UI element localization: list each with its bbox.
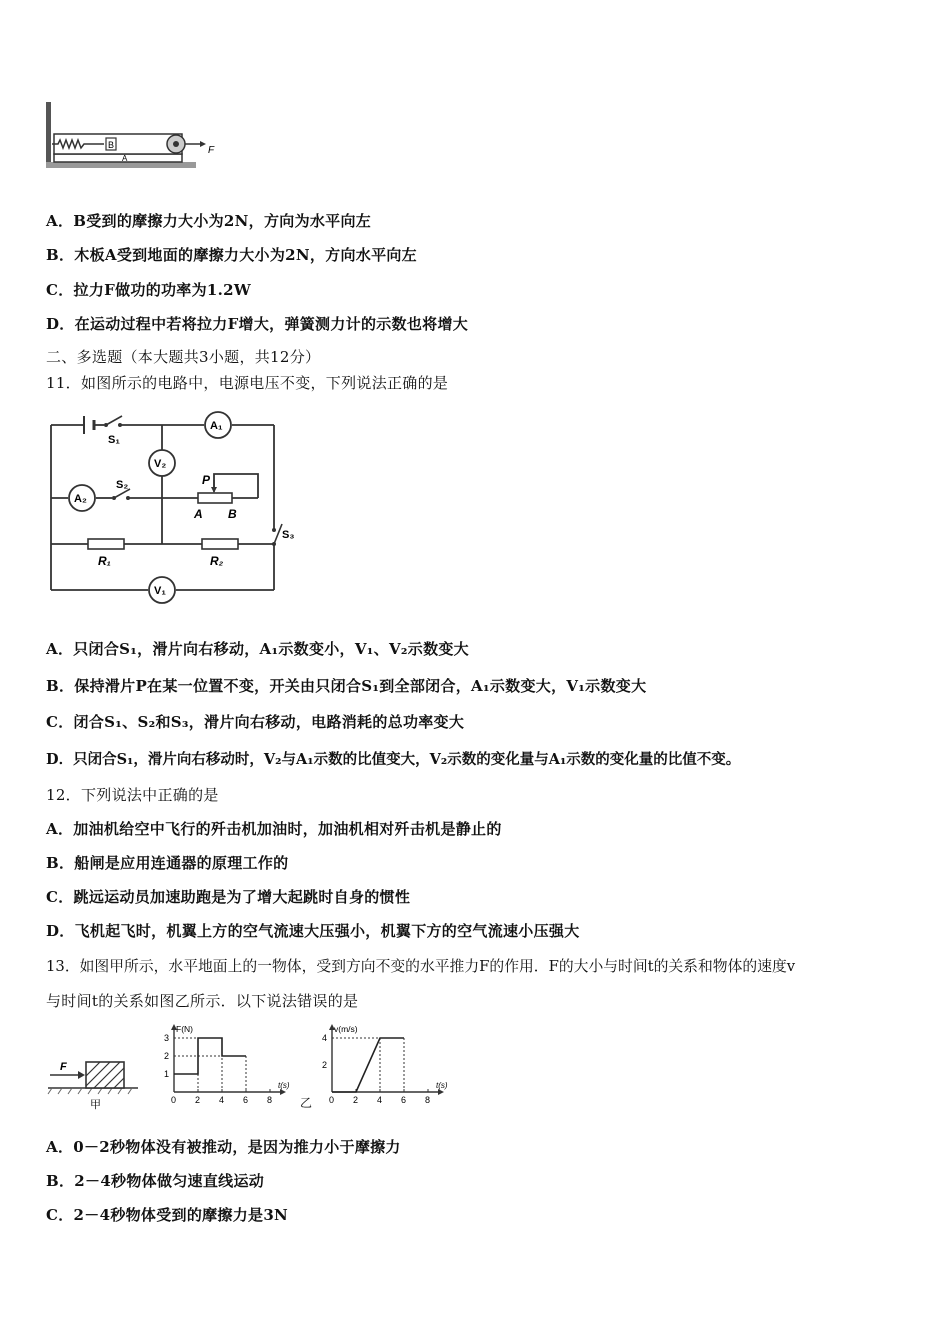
q12-option-b: B．船闸是应用连通器的原理工作的 xyxy=(46,854,289,872)
label-v2: V₂ xyxy=(154,458,167,470)
label-b-end: B xyxy=(228,507,237,521)
series-line xyxy=(332,1038,404,1092)
q12-option-d: D．飞机起飞时，机翼上方的空气流速大压强小，机翼下方的空气流速小压强大 xyxy=(46,922,580,940)
circuit-diagram xyxy=(46,410,306,605)
section-heading: 二、多选题（本大题共3小题，共12分） xyxy=(46,348,321,366)
x-tick-label: 8 xyxy=(267,1095,273,1105)
wall xyxy=(46,102,51,168)
q13-option-c: C．2－4秒物体受到的摩擦力是3N xyxy=(46,1206,289,1224)
board-spring-figure xyxy=(44,100,234,180)
x-tick-label: 8 xyxy=(425,1095,431,1105)
x-tick-label: 6 xyxy=(243,1095,249,1105)
x-axis-title: t(s) xyxy=(278,1081,290,1090)
y-tick-label: 4 xyxy=(322,1033,328,1043)
q11-stem: 11．如图所示的电路中，电源电压不变，下列说法正确的是 xyxy=(46,374,449,392)
q10-option-d: D．在运动过程中若将拉力F增大，弹簧测力计的示数也将增大 xyxy=(46,315,469,333)
board-a xyxy=(54,154,182,162)
x-tick-label: 0 xyxy=(171,1095,177,1105)
q13-option-b: B．2－4秒物体做匀速直线运动 xyxy=(46,1172,265,1190)
y-tick-label: 3 xyxy=(164,1033,170,1043)
x-axis-title: t(s) xyxy=(436,1081,448,1090)
force-label: F xyxy=(208,145,215,156)
label-a-end: A xyxy=(194,507,203,521)
label-r1: R₁ xyxy=(98,554,111,568)
y-tick-label: 1 xyxy=(164,1069,170,1079)
q10-option-b: B．木板A受到地面的摩擦力大小为2N，方向水平向左 xyxy=(46,246,417,264)
label-a1: A₁ xyxy=(210,420,223,432)
q13-stem-line2: 与时间t的关系如图乙所示．以下说法错误的是 xyxy=(46,992,359,1010)
ground xyxy=(46,162,196,168)
chart-force-time xyxy=(160,1022,300,1112)
resistor-r2 xyxy=(202,539,238,549)
x-tick-label: 2 xyxy=(353,1095,359,1105)
x-tick-label: 4 xyxy=(219,1095,225,1105)
q12-option-c: C．跳远运动员加速助跑是为了增大起跳时自身的惯性 xyxy=(46,888,411,906)
label-v1: V₁ xyxy=(154,585,166,597)
switch-s3 xyxy=(274,524,282,544)
label-s3: S₃ xyxy=(282,529,295,541)
y-axis-title: v(m/s) xyxy=(334,1024,358,1034)
q11-option-c: C．闭合S₁、S₂和S₃，滑片向右移动，电路消耗的总功率变大 xyxy=(46,713,465,731)
q11-option-b: B．保持滑片P在某一位置不变，开关由只闭合S₁到全部闭合，A₁示数变大，V₁示数变大 xyxy=(46,677,647,695)
figure-jia xyxy=(46,1030,156,1110)
yi-label: 乙 xyxy=(300,1096,313,1110)
label-s1: S₁ xyxy=(108,434,120,446)
label-a2: A₂ xyxy=(74,493,87,505)
q11-option-d: D．只闭合S₁，滑片向右移动时，V₂与A₁示数的比值变大，V₂示数的变化量与A₁示数的变化量的比值不变。 xyxy=(46,751,741,768)
block-b-label: B xyxy=(108,140,115,150)
y-tick-label: 2 xyxy=(164,1051,170,1061)
q10-option-a: A．B受到的摩擦力大小为2N，方向为水平向左 xyxy=(46,212,372,230)
board-a-label: A xyxy=(122,154,128,163)
x-tick-label: 4 xyxy=(377,1095,383,1105)
x-tick-label: 2 xyxy=(195,1095,201,1105)
x-tick-label: 0 xyxy=(329,1095,335,1105)
jia-force-label: F xyxy=(60,1061,67,1073)
label-s2: S₂ xyxy=(116,479,129,491)
q10-option-c: C．拉力F做功的功率为1.2W xyxy=(46,281,252,299)
jia-label: 甲 xyxy=(90,1099,101,1110)
y-tick-label: 2 xyxy=(322,1060,328,1070)
label-r2: R₂ xyxy=(210,554,224,568)
chart-velocity-time xyxy=(318,1022,468,1112)
x-tick-label: 6 xyxy=(401,1095,407,1105)
y-axis-title: F(N) xyxy=(176,1024,193,1034)
rheostat xyxy=(198,493,232,503)
label-p: P xyxy=(202,473,211,487)
q13-stem-line1: 13．如图甲所示，水平地面上的一物体，受到方向不变的水平推力F的作用．F的大小与时间t的关系和物体的速度v xyxy=(46,958,796,975)
q12-option-a: A．加油机给空中飞行的歼击机加油时，加油机相对歼击机是静止的 xyxy=(46,820,502,838)
q11-option-a: A．只闭合S₁，滑片向右移动，A₁示数变小，V₁、V₂示数变大 xyxy=(46,640,469,658)
resistor-r1 xyxy=(88,539,124,549)
q12-stem: 12．下列说法中正确的是 xyxy=(46,786,219,804)
q13-option-a: A．0－2秒物体没有被推动，是因为推力小于摩擦力 xyxy=(46,1138,401,1156)
